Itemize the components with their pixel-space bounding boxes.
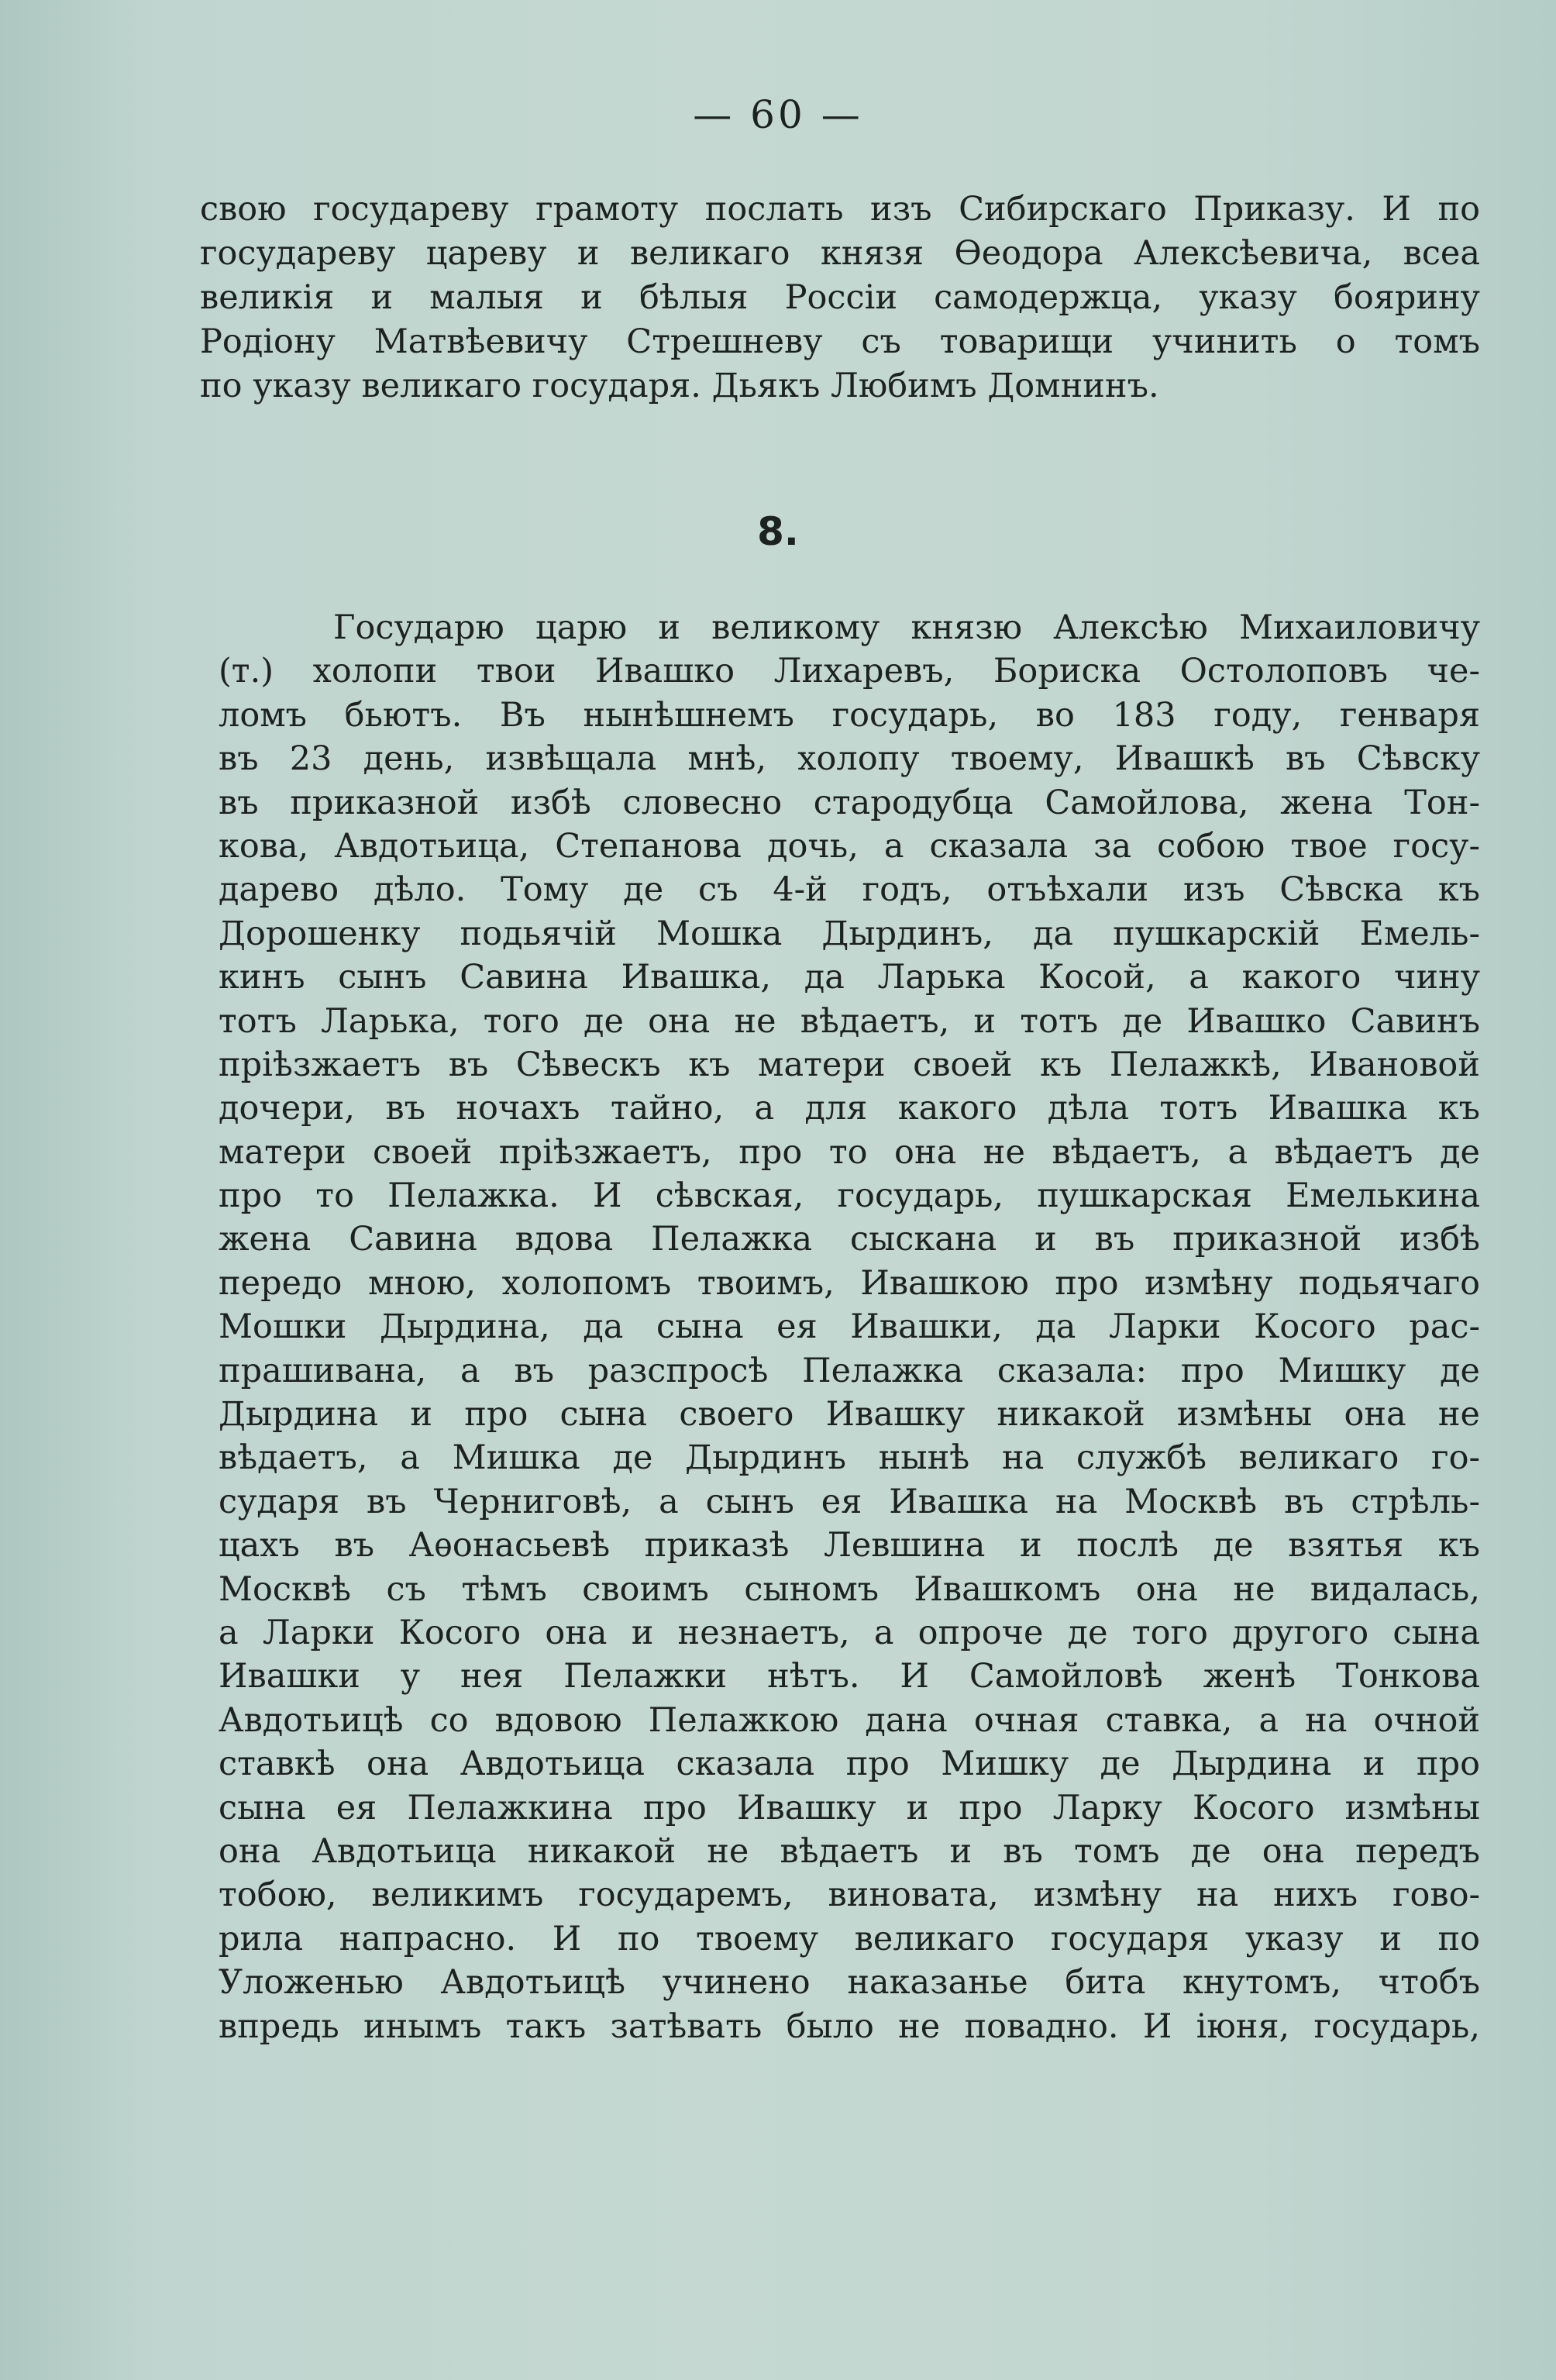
text-line: тотъ Ларька, того де она не вѣдаетъ, и тотъ де Ивашко Савинъ xyxy=(219,1001,1480,1041)
section-number: 8. xyxy=(757,509,799,554)
text-line: государеву цареву и великаго князя Ѳеодора Алексѣевича, всеа xyxy=(200,234,1480,273)
text-line: въ 23 день, извѣщала мнѣ, холопу твоему, Ивашкѣ въ Сѣвску xyxy=(219,739,1480,779)
text-line: цахъ въ Аѳонасьевѣ приказѣ Левшина и послѣ де взятья къ xyxy=(219,1526,1480,1565)
text-line: кинъ сынъ Савина Ивашка, да Ларька Косой, а какого чину xyxy=(219,958,1480,997)
text-line: ломъ бьютъ. Въ нынѣшнемъ государь, во 183 году, генваря xyxy=(219,695,1480,735)
text-line: пріѣзжаетъ въ Сѣвескъ къ матери своей къ Пелажкѣ, Ивановой xyxy=(219,1045,1480,1084)
text-line: сына ея Пелажкина про Ивашку и про Ларку Косого измѣны xyxy=(219,1788,1480,1827)
text-line: въ приказной избѣ словесно стародубца Самойлова, жена Тон- xyxy=(219,783,1480,822)
text-line: Авдотьицѣ со вдовою Пелажкою дана очная ставка, а на очной xyxy=(219,1700,1480,1740)
text-line: свою государеву грамоту послать изъ Сибирскаго Приказу. И по xyxy=(200,190,1480,229)
text-line: дарево дѣло. Тому де съ 4-й годъ, отъѣхали изъ Сѣвска къ xyxy=(219,870,1480,910)
text-line: передо мною, холопомъ твоимъ, Ивашкою про измѣну подьячаго xyxy=(219,1263,1480,1303)
text-line: Дырдина и про сына своего Ивашку никакой измѣны она не xyxy=(219,1395,1480,1435)
text-line: Уложенью Авдотьицѣ учинено наказанье бита кнутомъ, чтобъ xyxy=(219,1963,1480,2003)
text-line: Мошки Дырдина, да сына ея Ивашки, да Ларки Косого рас- xyxy=(219,1307,1480,1347)
text-line: а Ларки Косого она и незнаетъ, а опроче де того другого сына xyxy=(219,1613,1480,1652)
text-line: впредь инымъ такъ затѣвать было не повадно. И іюня, государь, xyxy=(219,2006,1480,2046)
paragraph-continued xyxy=(200,188,1480,408)
text-line: вѣдаетъ, а Мишка де Дырдинъ нынѣ на службѣ великаго го- xyxy=(219,1438,1480,1478)
page-number: — 60 — xyxy=(693,92,863,137)
text-line: Дорошенку подьячій Мошка Дырдинъ, да пушкарскій Емель- xyxy=(219,914,1480,953)
text-line: ставкѣ она Авдотьица сказала про Мишку де Дырдина и про xyxy=(219,1745,1480,1784)
text-line: рила напрасно. И по твоему великаго государя указу и по xyxy=(219,1919,1480,1958)
text-line: (т.) холопи твои Ивашко Лихаревъ, Бориска Остолоповъ че- xyxy=(219,652,1480,691)
text-line: про то Пелажка. И сѣвская, государь, пушкарская Емелькина xyxy=(219,1176,1480,1216)
text-line: матери своей пріѣзжаетъ, про то она не вѣдаетъ, а вѣдаетъ де xyxy=(219,1132,1480,1172)
text-line: прашивана, а въ разспросѣ Пелажка сказала: про Мишку де xyxy=(219,1351,1480,1390)
text-line: она Авдотьица никакой не вѣдаетъ и въ томъ де она передъ xyxy=(219,1831,1480,1871)
text-line: Государю царю и великому князю Алексѣю Михаиловичу xyxy=(333,608,1480,647)
paragraph-document-8 xyxy=(219,606,1480,2048)
text-line: кова, Авдотьица, Степанова дочь, а сказала за собою твое госу- xyxy=(219,826,1480,866)
text-line: Москвѣ съ тѣмъ своимъ сыномъ Ивашкомъ она не видалась, xyxy=(219,1569,1480,1609)
text-line: дочери, въ ночахъ тайно, а для какого дѣла тотъ Ивашка къ xyxy=(219,1089,1480,1128)
text-line: Ивашки у нея Пелажки нѣтъ. И Самойловѣ женѣ Тонкова xyxy=(219,1657,1480,1696)
text-line: великія и малыя и бѣлыя Россіи самодержца, указу боярину xyxy=(200,278,1480,317)
text-line: сударя въ Черниговѣ, а сынъ ея Ивашка на Москвѣ въ стрѣль- xyxy=(219,1482,1480,1521)
text-line: тобою, великимъ государемъ, виновата, измѣну на нихъ гово- xyxy=(219,1875,1480,1915)
text-line: Родіону Матвѣевичу Стрешневу съ товарищи учинить о томъ xyxy=(200,322,1480,361)
text-line: по указу великаго государя. Дьякъ Любимъ Домнинъ. xyxy=(200,367,1159,405)
text-line: жена Савина вдова Пелажка сыскана и въ приказной избѣ xyxy=(219,1220,1480,1259)
